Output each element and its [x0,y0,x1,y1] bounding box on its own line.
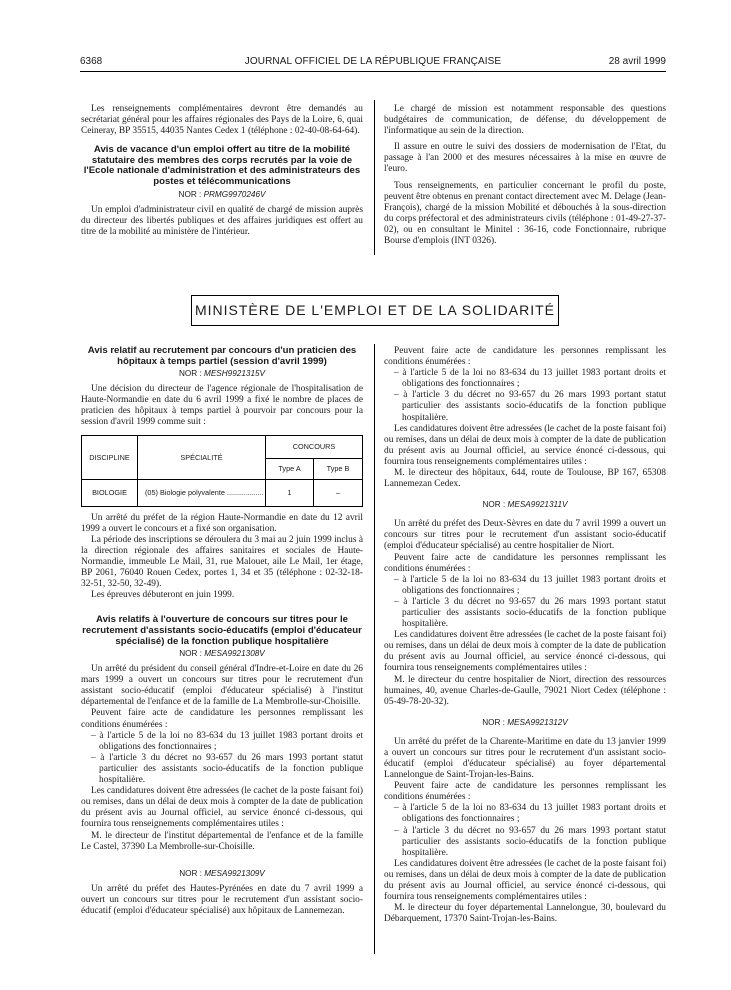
nor-reference: NOR : MESH9921315V [178,369,266,379]
page-number: 6368 [80,56,103,67]
paragraph: Les candidatures doivent être adressées (le cachet de la poste faisant foi) ou remises, dans un délai de deux mois à compter de la date de publication du présent avis au Journal officiel, au service énoncé ci-dessous, qui fournira tous renseignements complémentaires utiles : [384,423,667,467]
table-cell-discipline: BIOLOGIE [82,479,138,506]
page-header [80,56,666,70]
list-item: – à l'article 3 du décret no 93-657 du 26 mars 1993 portant statut particulier des assistants socio-éducatifs de la fonction publique hospitalière. [394,596,666,630]
paragraph: Les épreuves débuteront en juin 1999. [91,590,235,601]
section-title-praticien: Avis relatif au recrutement par concours d'un praticien des hôpitaux à temps partiel (session d'avril 1999) [87,345,357,367]
header-rule [80,71,666,72]
vacancy-title: Avis de vacance d'un emploi offert au titre de la mobilité statutaire des membres des corps recrutés par la voie de l'Ecole nationale d'administration et des administrateurs des postes et télécommunications [83,144,361,188]
mission-paragraph-3: Tous renseignements, en particulier concernant le profil du poste, peuvent être obtenus en prenant contact directement avec M. Delage (Jean-François), chargé de la mission Mobilité et débouchés à la sous-direction du corps préfectoral et des administrateurs civils (téléphone : 01-49-27-37-02), ou en consultant le Minitel : 36-16, code Fonctionnaire, rubrique Bourse d'emplois (INT 0326). [384,180,666,247]
issue-date: 28 avril 1999 [608,56,666,67]
section-title-assistants: Avis relatifs à l'ouverture de concours sur titres pour le recrutement d'assistants socio-éducatifs (emploi d'éducateur spécialisé) de la fonction publique hospitalière [82,614,362,647]
column-divider [374,100,375,255]
nor-reference: NOR : MESA9921311V [482,500,568,510]
table-header-concours: CONCOURS [266,435,363,458]
list-item: – à l'article 3 du décret no 93-657 du 26 mars 1993 portant statut particulier des assistants socio-éducatifs de la fonction publique hospitalière. [394,825,666,858]
paragraph: Peuvent faire acte de candidature les personnes remplissant les conditions énumérées : [384,781,666,803]
list-item: – à l'article 5 de la loi no 83-634 du 13 juillet 1983 portant droits et obligations des fonctionnaires ; [394,368,666,390]
column-divider [374,344,375,954]
top-left-column [81,104,363,238]
paragraph: Peuvent faire acte de candidature les personnes remplissant les conditions énumérées : [384,552,666,574]
paragraph: M. le directeur des hôpitaux, 644, route de Toulouse, BP 167, 65308 Lannemezan Cedex. [384,468,666,490]
nor-reference: NOR : PRMG9970246V [178,189,266,199]
nor-reference: NOR : MESA9921312V [482,717,568,727]
paragraph: La période des inscriptions se déroulera du 3 mai au 2 juin 1999 inclus à la direction régionale des affaires sanitaires et sociales de Haute-Normandie, immeuble Le Mail, 31, rue Malouet, aile Le Mail, 1er étage, BP 2061, 76040 Rouen Cedex, portes 1, 34 et 35 (téléphone : 02-32-18-32-51, 32-50, 32-49). [81,534,363,590]
mission-paragraph-2: Il assure en outre le suivi des dossiers de modernisation de l'Etat, du passage à l'an 2000 et des mesures nécessaires à la mise en œuvre de l'euro. [384,142,666,175]
journal-title: JOURNAL OFFICIEL DE LA RÉPUBLIQUE FRANÇAISE [244,56,502,67]
nor-code: MESA9921312V [507,717,568,727]
table-row [82,479,363,506]
mission-paragraph-1: Le chargé de mission est notamment responsable des questions budgétaires de communication, de défense, du développement de l'informatique au sein de la direction. [384,104,666,137]
table-cell-specialite: (05) Biologie polyvalente .................. [138,479,266,506]
concours-table [81,435,363,507]
ministry-heading: MINISTÈRE DE L'EMPLOI ET DE LA SOLIDARITÉ [191,295,559,326]
paragraph: Les candidatures doivent être adressées (le cachet de la poste faisant foi) ou remises, dans un délai de deux mois à compter de la date de publication du présent avis au Journal officiel, au service énoncé ci-dessous, qui fournira tous renseignements complémentaires utiles : [81,786,364,830]
lower-left-column [81,346,363,917]
paragraph: Un arrêté du préfet des Hautes-Pyrénées en date du 7 avril 1999 a ouvert un concours sur titres pour le recrutement d'un assistant socio-éducatif (emploi d'éducateur spécialisé) aux hôpitaux de Lannemezan. [81,883,363,916]
table-header-specialite: SPÉCIALITÉ [138,435,266,479]
list-item: – à l'article 3 du décret no 93-657 du 26 mars 1993 portant statut particulier des assistants socio-éducatifs de la fonction publique hospitalière. [394,390,666,423]
nor-code: MESA9921309V [204,868,265,878]
nor-reference: NOR : MESA9921308V [179,649,265,659]
paragraph: Peuvent faire acte de candidature les personnes remplissant les conditions énumérées : [81,708,363,730]
paragraph: Un arrêté du préfet de la Charente-Maritime en date du 13 janvier 1999 a ouvert un concours sur titres pour le recrutement d'un assistant socio-éducatif (emploi d'éducateur spécialisé) au foyer départemental Lannelongue de Saint-Trojan-les-Bains. [384,736,666,781]
nor-reference: NOR : MESA9921309V [179,868,265,878]
list-item: – à l'article 5 de la loi no 83-634 du 13 juillet 1983 portant droits et obligations des fonctionnaires ; [394,574,666,596]
lower-right-column [384,346,666,925]
table-header-type-b: Type B [314,458,363,479]
paragraph: Peuvent faire acte de candidature les personnes remplissant les conditions énumérées : [384,346,666,368]
nor-code: MESH9921315V [204,369,266,379]
nor-code: PRMG9970246V [203,189,266,199]
table-cell-type-a: 1 [266,479,314,506]
paragraph: M. le directeur du centre hospitalier de Niort, direction des ressources humaines, 40, avenue Charles-de-Gaulle, 79021 Niort Cedex (téléphone : 05-49-78-20-32). [384,674,666,707]
nor-code: MESA9921308V [204,649,265,659]
paragraph: Un arrêté du préfet de la région Haute-Normandie en date du 12 avril 1999 a ouvert le concours et a fixé son organisation. [81,512,363,534]
table-header-type-a: Type A [266,458,314,479]
contact-paragraph: Les renseignements complémentaires devront être demandés au secrétariat général pour les affaires régionales des Pays de la Loire, 6, quai Ceineray, BP 35515, 44035 Nantes Cedex 1 (téléphone : 02-40-08-64-64). [81,104,363,137]
paragraph: Les candidatures doivent être adressées (le cachet de la poste faisant foi) ou remises, dans un délai de deux mois à compter de la date de publication du présent avis au Journal officiel, au service énoncé ci-dessous, qui fournira tous renseignements complémentaires utiles : [384,858,667,903]
paragraph: Un arrêté du président du conseil général d'Indre-et-Loire en date du 26 mars 1999 a ouvert un concours sur titres pour le recrutement d'un assistant socio-éducatif (emploi d'éducateur spécialisé) à l'institut départemental de l'enfance et de la famille de La Membrolle-sur-Choisille. [81,664,363,708]
list-item: – à l'article 5 de la loi no 83-634 du 13 juillet 1983 portant droits et obligations des fonctionnaires ; [91,730,363,752]
paragraph: Un arrêté du préfet des Deux-Sèvres en date du 7 avril 1999 a ouvert un concours sur titres pour le recrutement d'un assistant socio-éducatif (emploi d'éducateur spécialisé) au centre hospitalier de Niort. [384,519,666,552]
paragraph: M. le directeur du foyer départemental Lannelongue, 30, boulevard du Débarquement, 17370 Saint-Trojan-les-Bains. [384,903,666,925]
paragraph: Une décision du directeur de l'agence régionale de l'hospitalisation de Haute-Normandie en date du 6 avril 1999 a fixé le nombre de places de praticien des hôpitaux à temps partiel à pourvoir par concours pour la session d'avril 1999 comme suit : [81,384,363,428]
list-item: – à l'article 5 de la loi no 83-634 du 13 juillet 1983 portant droits et obligations des fonctionnaires ; [394,803,666,825]
list-item: – à l'article 3 du décret no 93-657 du 26 mars 1993 portant statut particulier des assistants socio-éducatifs de la fonction publique hospitalière. [91,752,363,786]
nor-code: MESA9921311V [507,500,568,510]
top-right-column [384,104,666,247]
paragraph: Les candidatures doivent être adressées (le cachet de la poste faisant foi) ou remises, dans un délai de deux mois à compter de la date de publication du présent avis au Journal officiel, au service énoncé ci-dessous, qui fournira tous renseignements complémentaires utiles : [384,630,667,674]
vacancy-paragraph: Un emploi d'administrateur civil en qualité de chargé de mission auprès du directeur des libertés publiques et des affaires juridiques est offert au titre de la mobilité au ministère de l'intérieur. [81,204,363,237]
table-header-discipline: DISCIPLINE [82,435,138,479]
paragraph: M. le directeur de l'institut départemental de l'enfance et de la famille Le Castel, 37390 La Membrolle-sur-Choisille. [81,830,363,852]
table-cell-type-b: – [314,479,363,506]
